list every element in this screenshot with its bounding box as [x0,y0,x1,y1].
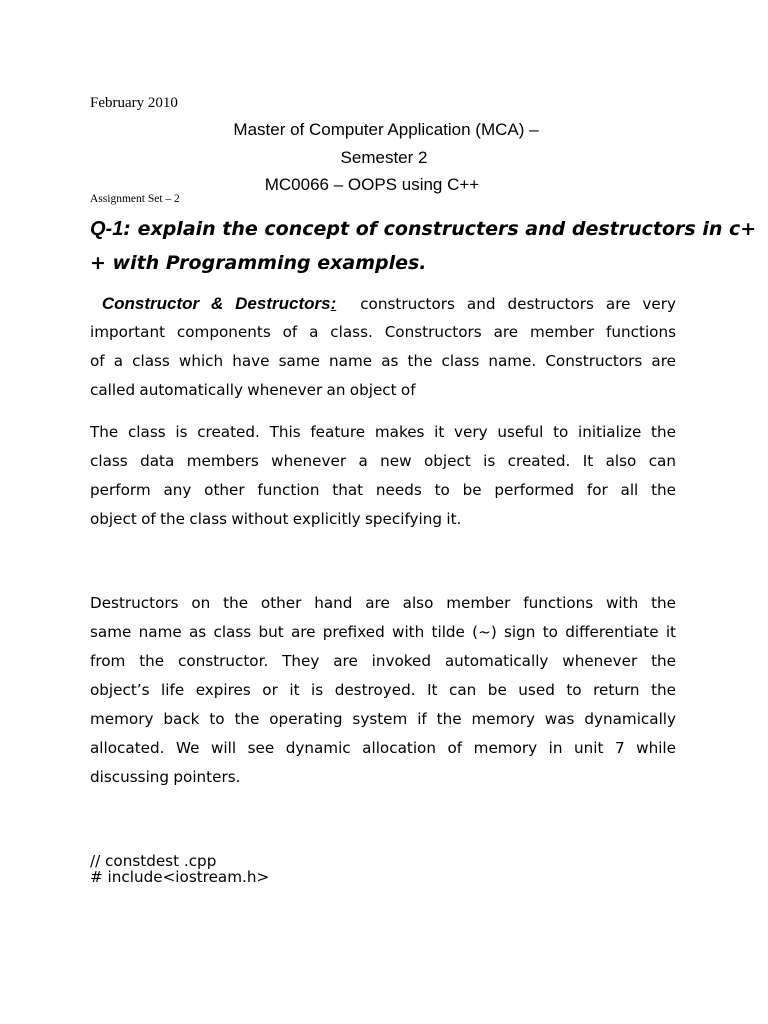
question-line-2: + with Programming examples. [90,252,427,274]
paragraph-line: perform any other function that needs to be performed for all the [90,481,676,499]
question-separator: : [123,218,131,240]
paragraph-line: same name as class but are prefixed with tilde (~) sign to differentiate it [90,623,676,641]
section-term [90,294,336,313]
paragraph-line-text: constructors and destructors are very [360,295,676,313]
paragraph-line: of a class which have same name as the class name. Constructors are [90,352,676,370]
paragraph-line: allocated. We will see dynamic allocation of memory in unit 7 while [90,739,676,757]
program-title: Master of Computer Application (MCA) – [233,120,539,139]
paragraph-line: important components of a class. Constructors are member functions [90,323,676,341]
question-line-1 [90,212,757,246]
question-number: Q-1 [90,218,124,240]
paragraph-line: Destructors on the other hand are also member functions with the [90,594,676,612]
paragraph-constructors [90,289,676,405]
code-include: # include<iostream.h> [90,868,270,886]
paragraph-line: called automatically whenever an object of [90,381,416,399]
course-title: MC0066 – OOPS using C++ [264,175,480,194]
paragraph-line: memory back to the operating system if the memory was dynamically [90,710,676,728]
document-date: February 2010 [90,95,178,111]
code-comment: // constdest .cpp [90,852,217,870]
section-term-colon: : [330,294,337,313]
section-term-text: Constructor & Destructors [101,294,331,313]
paragraph-destructors [90,589,676,792]
paragraph-line: object of the class without explicitly specifying it. [90,510,462,528]
paragraph-line: from the constructor. They are invoked automatically whenever the [90,652,676,670]
question-text-1: explain the concept of constructers and destructors in c+ [130,218,757,240]
paragraph-line: class data members whenever a new object is created. It also can [90,452,676,470]
assignment-set-label: Assignment Set – 2 [90,193,180,205]
paragraph-line: object’s life expires or it is destroyed. It can be used to return the [90,681,676,699]
question-heading [90,212,757,280]
paragraph-class-created [90,418,676,534]
semester-title: Semester 2 [340,148,428,167]
paragraph-line [90,289,676,318]
paragraph-line: The class is created. This feature makes it very useful to initialize the [90,423,676,441]
paragraph-line: discussing pointers. [90,768,241,786]
